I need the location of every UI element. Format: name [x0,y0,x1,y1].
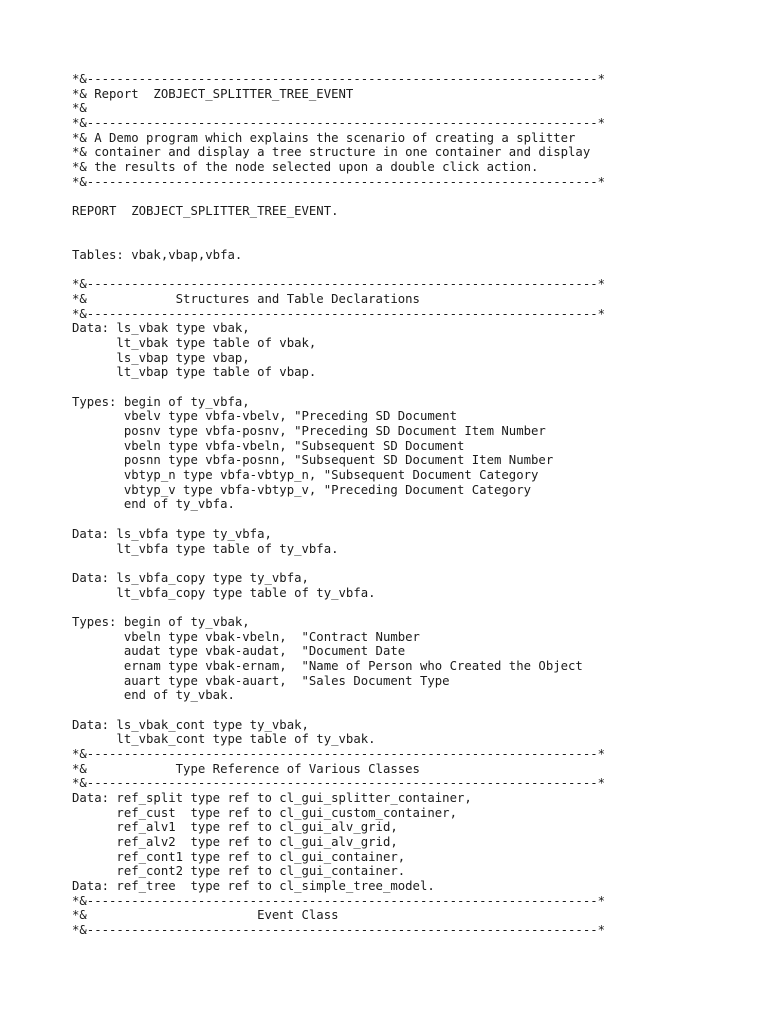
code-line [72,556,632,571]
code-line: ref_cust type ref to cl_gui_custom_container, [72,805,457,820]
code-line: Types: begin of ty_vbak, [72,614,250,629]
code-line: ref_alv1 type ref to cl_gui_alv_grid, [72,820,398,835]
code-line [72,219,632,234]
code-line: *& Report ZOBJECT_SPLITTER_TREE_EVENT [72,86,354,101]
code-line: vbtyp_v type vbfa-vbtyp_v, "Preceding Document Category [72,482,532,497]
code-line: posnv type vbfa-posnv, "Preceding SD Document Item Number [72,424,546,439]
code-line: *& Type Reference of Various Classes [72,761,420,776]
code-line: *&---------------------------------------------------------------------* [72,746,606,761]
code-line: Data: ls_vbfa_copy type ty_vbfa, [72,570,309,585]
code-line: *&---------------------------------------------------------------------* [72,116,606,131]
code-line: ernam type vbak-ernam, "Name of Person who Created the Object [72,658,583,673]
code-line [72,189,632,204]
code-line: vbtyp_n type vbfa-vbtyp_n, "Subsequent Document Category [72,468,539,483]
code-line: *&---------------------------------------------------------------------* [72,174,606,189]
code-line: vbelv type vbfa-vbelv, "Preceding SD Document [72,409,457,424]
code-line: *& Structures and Table Declarations [72,292,420,307]
code-line: *&---------------------------------------------------------------------* [72,922,606,937]
code-line: REPORT ZOBJECT_SPLITTER_TREE_EVENT. [72,204,339,219]
code-line [72,380,632,395]
code-line: *&---------------------------------------------------------------------* [72,776,606,791]
code-line: lt_vbak type table of vbak, [72,336,317,351]
code-line: vbeln type vbak-vbeln, "Contract Number [72,629,420,644]
code-line: audat type vbak-audat, "Document Date [72,644,406,659]
code-line: Data: ls_vbak type vbak, [72,321,250,336]
code-line: ls_vbap type vbap, [72,350,250,365]
code-line: lt_vbap type table of vbap. [72,365,317,380]
code-line: Data: ref_tree type ref to cl_simple_tree_model. [72,878,435,893]
code-line: *& A Demo program which explains the scenario of creating a splitter [72,130,576,145]
code-line: lt_vbak_cont type table of ty_vbak. [72,732,376,747]
code-line: lt_vbfa type table of ty_vbfa. [72,541,339,556]
code-line: Data: ls_vbak_cont type ty_vbak, [72,717,309,732]
code-line: vbeln type vbfa-vbeln, "Subsequent SD Document [72,438,465,453]
code-line: ref_cont2 type ref to cl_gui_container. [72,864,406,879]
code-line [72,512,632,527]
code-line: posnn type vbfa-posnn, "Subsequent SD Document Item Number [72,453,554,468]
code-line [72,600,632,615]
code-line: lt_vbfa_copy type table of ty_vbfa. [72,585,376,600]
code-line: ref_alv2 type ref to cl_gui_alv_grid, [72,834,398,849]
code-line: *& [72,101,87,116]
code-line: *& the results of the node selected upon a double click action. [72,160,539,175]
code-line: *&---------------------------------------------------------------------* [72,277,606,292]
code-line: end of ty_vbfa. [72,497,235,512]
code-line: *&---------------------------------------------------------------------* [72,306,606,321]
code-line: Data: ref_split type ref to cl_gui_splitter_container, [72,790,472,805]
code-line: auart type vbak-auart, "Sales Document Type [72,673,450,688]
code-line: *& Event Class [72,908,339,923]
code-line: *&---------------------------------------------------------------------* [72,72,606,86]
code-line [72,233,632,248]
code-line: Types: begin of ty_vbfa, [72,394,250,409]
code-listing [72,72,632,938]
code-line: ref_cont1 type ref to cl_gui_container, [72,849,406,864]
code-line: end of ty_vbak. [72,688,235,703]
code-line: *&---------------------------------------------------------------------* [72,893,606,908]
code-line [72,703,632,718]
code-line [72,263,632,278]
code-line: Data: ls_vbfa type ty_vbfa, [72,526,272,541]
code-line: Tables: vbak,vbap,vbfa. [72,248,243,263]
code-line: *& container and display a tree structure in one container and display [72,145,591,160]
